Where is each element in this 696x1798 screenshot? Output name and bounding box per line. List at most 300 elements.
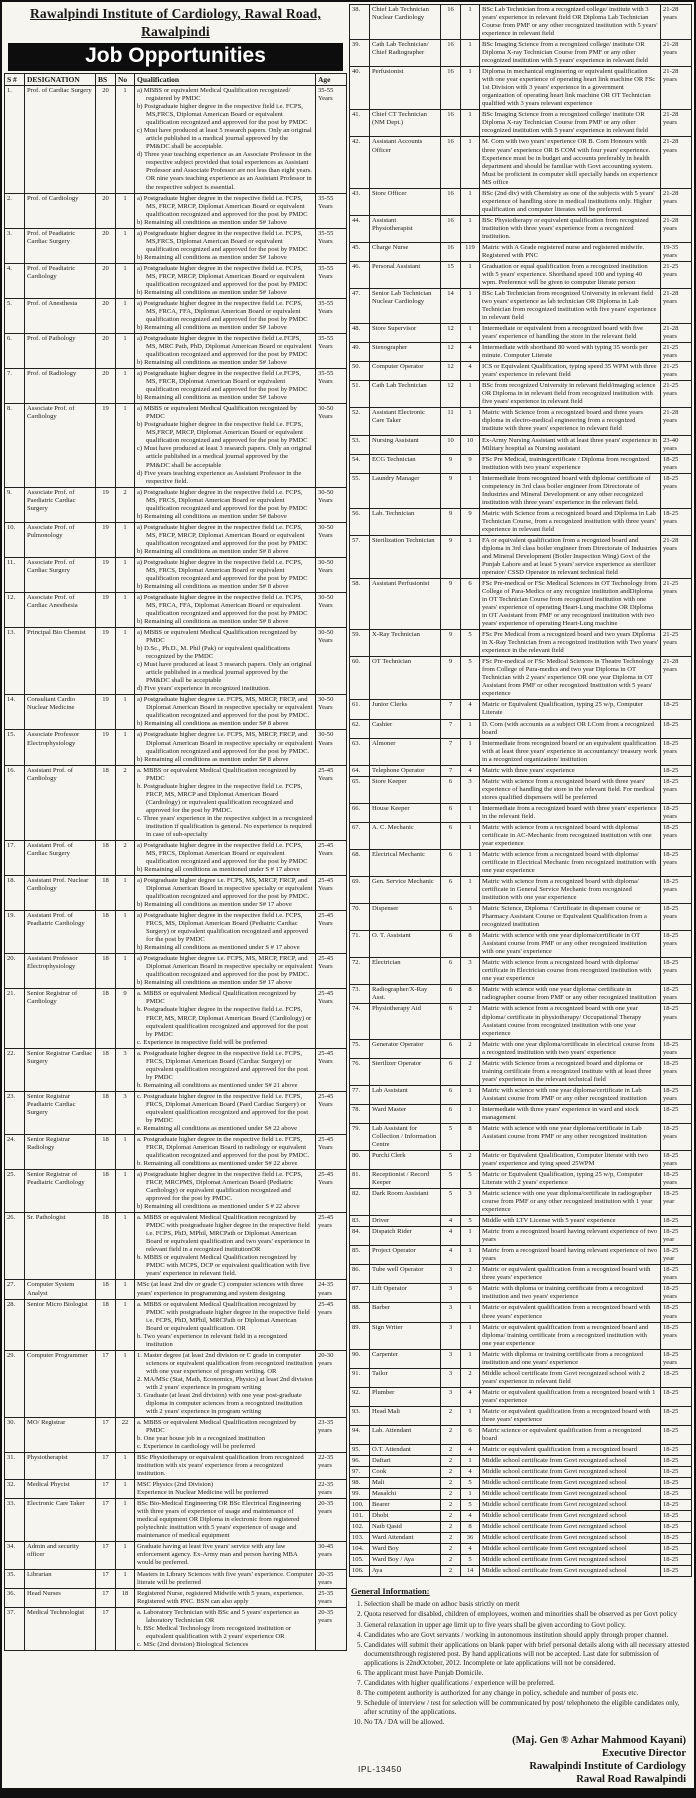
cell-serial: 49. [350, 343, 370, 362]
cell-age: 25-45 Years [316, 1170, 347, 1213]
table-row [350, 1478, 692, 1489]
table-row [350, 1555, 692, 1566]
cell-designation: Associate Prof. of Cardiac Surgery [25, 557, 96, 592]
cell-age: 21-25 years [661, 579, 692, 630]
cell-bs: 6 [441, 1004, 461, 1039]
cell-serial: 76. [350, 1058, 370, 1085]
cell-age: 22-35 years [316, 1453, 347, 1480]
table-row [5, 1280, 347, 1299]
cell-bs: 19 [96, 592, 116, 627]
cell-designation: Tailor [370, 1368, 441, 1387]
cell-qualification: MSc (at least 2nd div or grade C) computer sciences with three years' experience in programming and system designing [135, 1280, 316, 1299]
cell-qualification: FSc Pre Medical, trainingcertificate / Diploma from recognized institution with two years' experience [480, 454, 661, 473]
cell-qualification: Matric from a recognized board having relevant experience of two years [480, 1227, 661, 1246]
cell-designation: Assistant Perfusionist [370, 579, 441, 630]
table-row [350, 1425, 692, 1444]
cell-count: 4 [461, 362, 480, 381]
cell-qualification: Matric or Equivalent Qualification, typing 25 w/p, Computer Literate [480, 700, 661, 719]
cell-serial: 67. [350, 822, 370, 849]
cell-designation: Perfusionist [370, 67, 441, 110]
table-row [5, 1350, 347, 1417]
cell-bs: 6 [441, 877, 461, 904]
cell-age: 18-25 [661, 1467, 692, 1478]
cell-designation: Admin and security officer [25, 1542, 96, 1569]
cell-age: 18-25 [661, 1544, 692, 1555]
cell-qualification: Middle school certificate from Govt recognized school [480, 1489, 661, 1500]
cell-bs: 19 [96, 522, 116, 557]
cell-qualification: Middle school certificate from Govt recognized school [480, 1500, 661, 1511]
cell-serial: 73. [350, 985, 370, 1004]
cell-qualification: a) Postgraduate higher degree in the respective field i.e. FCPS, MS, FRCP, MRCP, Diplomat American Board or equivalent qualification recognized and approved for the post by PMDC b) Remaining all conditions as mention under S# 1above [135, 263, 316, 298]
table-row [350, 958, 692, 985]
cell-serial: 25. [5, 1170, 25, 1213]
cell-bs: 2 [441, 1489, 461, 1500]
cell-age: 30-45 years [316, 1542, 347, 1569]
table-row [5, 522, 347, 557]
cell-designation: Receptionist / Record Keeper [370, 1170, 441, 1189]
cell-count: 36 [461, 1533, 480, 1544]
cell-qualification: BSc Lab Technician from recognized University in relevant field two years' experience as lab technician OR Diploma in Lab Technician from recognized institution with five years' experience in relevant field [480, 289, 661, 324]
cell-bs: 19 [96, 404, 116, 487]
cell-qualification: Middle school certificate from Govt recognized school [480, 1544, 661, 1555]
cell-count: 1 [461, 1349, 480, 1368]
cell-age: 23-40 years [661, 435, 692, 454]
cell-age: 21-28 years [661, 324, 692, 343]
cell-qualification: a) Postgraduate higher degree in the respective field i.e. FCPS, MS, FRCS, Diplomat American Board or equivalent qualification recognized and approved for the post by PMDC b) Remaining all conditions as mention under S# 8 above [135, 557, 316, 592]
cell-serial: 79. [350, 1123, 370, 1150]
cell-count: 1 [461, 137, 480, 188]
job-opportunities-banner: Job Opportunities [8, 43, 343, 71]
cell-serial: 53. [350, 435, 370, 454]
cell-qualification: Matric or Equivalent Qualification, typing 25 w/p, Computer Literate with 2 years' experience [480, 1170, 661, 1189]
table-row [350, 1303, 692, 1322]
cell-qualification: Masters in Library Sciences with five years' experience. Computer literate will be preferred [135, 1569, 316, 1588]
cell-serial: 58. [350, 579, 370, 630]
cell-serial: 66. [350, 803, 370, 822]
cell-count: 1 [116, 1299, 135, 1350]
cell-age: 18-25 years [661, 931, 692, 958]
cell-designation: Lab Assistant for Collection / Information Centre [370, 1123, 441, 1150]
cell-count: 1 [461, 324, 480, 343]
cell-bs: 18 [96, 1213, 116, 1280]
cell-age: 18-25 years [661, 1284, 692, 1303]
cell-serial: 74. [350, 1004, 370, 1039]
cell-serial: 6. [5, 334, 25, 369]
cell-count: 14 [461, 1566, 480, 1577]
table-row [350, 849, 692, 876]
general-information-item: 2. Quota reserved for disabled, children of employees, women and minorities shall be observed as per Govt policy [364, 1610, 690, 1619]
cell-designation: Prof. of Radiology [25, 369, 96, 404]
cell-bs: 19 [96, 628, 116, 695]
cell-age: 18-25 years [661, 1349, 692, 1368]
cell-qualification: Intermediate from a recognized board with three years' experience in the relevant field. [480, 803, 661, 822]
table-row [350, 1349, 692, 1368]
cell-bs: 7 [441, 738, 461, 765]
cell-serial: 97. [350, 1467, 370, 1478]
cell-designation: Dispenser [370, 904, 441, 931]
table-row [5, 228, 347, 263]
cell-count: 6 [461, 1284, 480, 1303]
cell-count: 1 [116, 695, 135, 730]
cell-count: 1 [116, 298, 135, 333]
cell-age: 18-25 years [661, 1150, 692, 1169]
signature-line: (Maj. Gen ® Azhar Mahmood Kayani) [512, 1734, 686, 1746]
table-row [5, 695, 347, 730]
table-row [5, 1453, 347, 1480]
cell-serial: 23. [5, 1091, 25, 1134]
table-row [350, 1467, 692, 1478]
cell-age: 18-25 [661, 1387, 692, 1406]
cell-qualification: Graduate having at least five years' service with any law enforcement agency. Ex-Army man and person having MBA would be preferred. [135, 1542, 316, 1569]
table-row [5, 911, 347, 954]
cell-serial: 11. [5, 557, 25, 592]
cell-qualification: Matric with science from a recognized board with diploma/ certificate in AC-Mechanic from recognized institution with one year experience [480, 822, 661, 849]
cell-qualification: Matric with Science from a recognized board and diploma or training certificate from a recognized institute with at least three years' experience in the relevant technical field [480, 1058, 661, 1085]
cell-qualification: BSc Physiotherapy or equivalent qualification from recognized institution with six years' experience from a recognized institution. [135, 1453, 316, 1480]
cell-serial: 81. [350, 1170, 370, 1189]
cell-count: 9 [461, 454, 480, 473]
cell-count: 3 [116, 1091, 135, 1134]
cell-designation: Masalchi [370, 1489, 441, 1500]
table-row [5, 86, 347, 193]
table-row [350, 1058, 692, 1085]
cell-serial: 7. [5, 369, 25, 404]
table-row [5, 876, 347, 911]
cell-designation: Senior Registrar Cardiac Surgery [25, 1048, 96, 1091]
cell-bs: 3 [441, 1284, 461, 1303]
table-row [5, 487, 347, 522]
cell-count: 9 [461, 508, 480, 535]
cell-designation: Physiotherapy Aid [370, 1004, 441, 1039]
cell-count: 5 [461, 630, 480, 657]
table-row [350, 877, 692, 904]
cell-count: 1 [461, 5, 480, 40]
col-header-bs: BS [96, 74, 116, 86]
cell-qualification: Matric with A Grade registered nurse and registered midwife. Registered with PNC [480, 242, 661, 261]
cell-bs: 4 [441, 1216, 461, 1227]
cell-count: 1 [461, 261, 480, 288]
cell-serial: 96. [350, 1455, 370, 1466]
cell-age: 35-55 Years [316, 228, 347, 263]
cell-qualification: Middle school certificate from Govt recognized school [480, 1455, 661, 1466]
cell-qualification: Matric with science with one year diploma/certificate in OT Assistant course from PMF or any other recognized institution with one years' experience [480, 931, 661, 958]
cell-bs: 9 [441, 454, 461, 473]
cell-bs: 9 [441, 657, 461, 700]
cell-age: 18-25 [661, 1522, 692, 1533]
table-row [5, 1569, 347, 1588]
cell-age: 23-35 years [316, 1417, 347, 1452]
cell-designation: Prof. of Pathology [25, 334, 96, 369]
table-row [350, 1566, 692, 1577]
cell-count: 1 [461, 473, 480, 508]
cell-qualification: a. Postgraduate higher degree in the respective field i.e. FCPS, FRCR, Diplomat American Board in radiology or equivalent qualification recognized and approved for the post by PMDC. b. Remaining all conditions as mentioned under S# 22 above [135, 1134, 316, 1169]
cell-qualification: Middle school certificate from Govt recognized school [480, 1467, 661, 1478]
cell-bs: 17 [96, 1499, 116, 1542]
cell-designation: Physiotherapist [25, 1453, 96, 1480]
cell-bs: 6 [441, 822, 461, 849]
cell-designation: Assistant Prof. of Cardiac Surgery [25, 840, 96, 875]
cell-designation: Electronic Care Taker [25, 1499, 96, 1542]
cell-bs: 3 [441, 1265, 461, 1284]
cell-designation: Chief CT Technician (NM Dept.) [370, 110, 441, 137]
cell-designation: O.T. Attendant [370, 1444, 441, 1455]
cell-age: 25-45 Years [316, 954, 347, 989]
cell-serial: 64. [350, 765, 370, 776]
two-column-layout [2, 2, 694, 1788]
col-header-qualification: Qualification [135, 74, 316, 86]
cell-designation: Almoner [370, 738, 441, 765]
cell-age: 21-28 years [661, 289, 692, 324]
table-row [350, 1246, 692, 1265]
cell-bs: 2 [441, 1544, 461, 1555]
cell-bs: 16 [441, 40, 461, 67]
general-information-item: 5. Candidates will submit their applications on blank paper with brief personal details along with all necessary attested documentsthrough registered post. By hand applications will not be accepted. Last date for submission of applications is 22ndOctober, 2012. Incomplete or late applications will not be considered. [364, 1641, 690, 1668]
cell-qualification: D. Com (with accounts as a subject OR I.Com from a recognized board [480, 719, 661, 738]
cell-serial: 36. [5, 1588, 25, 1607]
cell-bs: 6 [441, 1085, 461, 1104]
cell-count: 5 [461, 1216, 480, 1227]
cell-designation: Associate Prof. of Cardiology [25, 404, 96, 487]
cell-serial: 22. [5, 1048, 25, 1091]
cell-count: 8 [461, 1123, 480, 1150]
cell-qualification: a. MBBS or equivalent Medical Qualification recognized by PMDC with postgraduate higher degree in the respective field i.e. FCPS, PhD, MPhil, MRCPath or Diplomat American Board or equivalent qualification and two years' experience in relevant field in a recognized institutionOR b. MBBS or equivalent Medical Qualification recognized by PMDC with MCPS, DCP or equivalent qualification with five years' experience in relevant field. [135, 1213, 316, 1280]
cell-age: 18-25 years [661, 985, 692, 1004]
cell-age: 18-25 years [661, 508, 692, 535]
cell-bs: 20 [96, 86, 116, 193]
cell-serial: 103. [350, 1533, 370, 1544]
cell-count: 1 [461, 803, 480, 822]
cell-serial: 52. [350, 408, 370, 435]
table-row [350, 1150, 692, 1169]
cell-bs: 2 [441, 1555, 461, 1566]
cell-count: 1 [461, 1104, 480, 1123]
cell-age: 25-45 Years [316, 911, 347, 954]
cell-designation: Purchi Clerk [370, 1150, 441, 1169]
table-row [5, 1048, 347, 1091]
cell-count: 1 [116, 1569, 135, 1588]
cell-bs: 2 [441, 1522, 461, 1533]
cell-serial: 105. [350, 1555, 370, 1566]
cell-age: 25-45 Years [316, 989, 347, 1048]
cell-age: 18-25 years [661, 803, 692, 822]
table-row [350, 67, 692, 110]
table-row [350, 931, 692, 958]
cell-age: 20-35 years [316, 1499, 347, 1542]
cell-age: 18-25 years [661, 1265, 692, 1284]
cell-designation: Assistant Prof. of Cardiology [25, 765, 96, 840]
cell-serial: 24. [5, 1134, 25, 1169]
cell-serial: 47. [350, 289, 370, 324]
cell-serial: 77. [350, 1085, 370, 1104]
cell-designation: Principal Bio Chemist [25, 628, 96, 695]
cell-bs: 7 [441, 719, 461, 738]
cell-count: 1 [461, 1246, 480, 1265]
cell-count: 1 [116, 1480, 135, 1499]
cell-age: 18-25 years [661, 1058, 692, 1085]
table-row [5, 1480, 347, 1499]
cell-qualification: a) Postgraduate higher degree in the respective field i.e. FCPS, MS,FRCS, Diplomat American Board or equivalent qualification recognized and approved for the post by PMDC b) Remaining all conditions as mention under S# 1above [135, 228, 316, 263]
cell-designation: Head Mali [370, 1406, 441, 1425]
cell-count: 6 [461, 1425, 480, 1444]
cell-count: 8 [461, 985, 480, 1004]
advert-reference-number: IPL-13450 [358, 1764, 402, 1775]
cell-serial: 55. [350, 473, 370, 508]
cell-serial: 46. [350, 261, 370, 288]
cell-qualification: Matric with science with one year diploma/certificate in Lab Assistant course from PMF or any other recognized institution [480, 1123, 661, 1150]
cell-qualification: Matric with science from a recognized board with three years' experience of handling the store in the relevant field. For medical stores qualified dispensers will be preferred [480, 776, 661, 803]
cell-designation: Cath Lab Technician/ Chief Radiographer [370, 40, 441, 67]
cell-count: 8 [461, 1522, 480, 1533]
cell-qualification: Middle school certificate from Govt recognized school [480, 1522, 661, 1533]
cell-serial: 93. [350, 1406, 370, 1425]
cell-qualification: a) Postgraduate higher degree in the respective field i.e. FCPS, MS, FRCP, MRCP, Diplomat American Board or equivalent qualification recognized and approved for the post by PMDC b) Remaining all conditions as mention under S# 8 above [135, 522, 316, 557]
cell-count: 9 [116, 989, 135, 1048]
cell-serial: 16. [5, 765, 25, 840]
page-title: Rawalpindi Institute of Cardiology, Rawal Road, Rawalpindi [29, 6, 322, 39]
cell-designation: Aya [370, 1566, 441, 1577]
cell-designation: Personal Assistant [370, 261, 441, 288]
cell-count: 1 [116, 1280, 135, 1299]
cell-age: 18-25 year [661, 1189, 692, 1216]
cell-age: 18-25 years [661, 776, 692, 803]
table-row [350, 700, 692, 719]
cell-age: 25-45 Years [316, 1048, 347, 1091]
cell-serial: 70. [350, 904, 370, 931]
cell-designation: Daftari [370, 1455, 441, 1466]
table-row [5, 628, 347, 695]
cell-serial: 99. [350, 1489, 370, 1500]
table-row [5, 557, 347, 592]
cell-count: 1 [116, 628, 135, 695]
cell-count: 4 [461, 1387, 480, 1406]
table-row [350, 1544, 692, 1555]
cell-serial: 28. [5, 1299, 25, 1350]
cell-age: 30-50 Years [316, 487, 347, 522]
cell-designation: Laundry Manager [370, 473, 441, 508]
cell-serial: 87. [350, 1284, 370, 1303]
cell-bs: 3 [441, 1303, 461, 1322]
cell-qualification: Matric with science from a recognized board with diploma/ certificate in Electrician course from recognized institution with one year experience [480, 958, 661, 985]
table-row [5, 840, 347, 875]
cell-serial: 86. [350, 1265, 370, 1284]
cell-age: 21-28 years [661, 657, 692, 700]
cell-serial: 54. [350, 454, 370, 473]
cell-count: 119 [461, 242, 480, 261]
cell-count: 1 [461, 1455, 480, 1466]
table-row [5, 730, 347, 765]
cell-bs: 4 [441, 1227, 461, 1246]
cell-qualification: a) Postgraduate higher degree in the respective field i.e.FCPS, MS, FRCR, Diplomat American Board or equivalent qualification recognized and approved for the post by PMDC b) Remaining all conditions as mention under S# 1above [135, 369, 316, 404]
table-row [350, 289, 692, 324]
cell-serial: 51. [350, 381, 370, 408]
cell-age: 25-45 Years [316, 1091, 347, 1134]
cell-serial: 63. [350, 738, 370, 765]
cell-age: 18-25 years [661, 1322, 692, 1349]
cell-qualification: a) MBBS or equivalent Medical Qualification recognized by PMDC b) Postgraduate higher degree in the respective field i.e. FCPS, MS,FRCP, MRCP, Diplomat American Board or equivalent qualification recognized and approved for the post by PMDC c) Must have produced at least 3 research papers. Only an original article published in a medical journal approved by the PM&DC shall be acceptable d) Five years teaching experience as Assistant Professor in the respective field. [135, 404, 316, 487]
cell-qualification: FSc Pre-medical or FSc Medical Sciences in Theatre Technology from College of Para-medics and two year Diploma in OT Technician with 2 years' experience OR one year Diploma in OT Assistant from PMF or other recognized Institution with 5 years' experience [480, 657, 661, 700]
cell-qualification: a) Postgraduate higher degree in the respective field i.e. FCPS, MS, FRCA, FFA, Diplomat American Board or equivalent qualification recognized and approved for the post by PMDC b) Remaining all conditions as mention under S# 8 above [135, 592, 316, 627]
table-row [350, 473, 692, 508]
cell-bs: 19 [96, 557, 116, 592]
cell-count: 1 [461, 289, 480, 324]
cell-serial: 57. [350, 535, 370, 578]
cell-bs: 2 [441, 1478, 461, 1489]
table-row [350, 454, 692, 473]
cell-designation: O. T. Assistant [370, 931, 441, 958]
table-row [350, 822, 692, 849]
cell-bs: 2 [441, 1566, 461, 1577]
cell-age: 21-28 years [661, 110, 692, 137]
cell-count: 1 [461, 822, 480, 849]
cell-serial: 89. [350, 1322, 370, 1349]
cell-designation: Senior Registrar Radiology [25, 1134, 96, 1169]
table-row [350, 1265, 692, 1284]
table-row [350, 1533, 692, 1544]
cell-age: 18-25 [661, 1533, 692, 1544]
cell-qualification: Matric science or equivalent qualification from a recognized board [480, 1425, 661, 1444]
cell-count: 1 [461, 849, 480, 876]
cell-count: 1 [116, 334, 135, 369]
cell-qualification: Intermediate from recognized board with diploma/ certificate of competency in 3rd class boiler engineer from Directorate of Industries and Mineral Development or any other recognized institution with three years' experience in the relevant field. [480, 473, 661, 508]
cell-designation: Prof. of Cardiac Surgery [25, 86, 96, 193]
cell-bs: 5 [441, 1189, 461, 1216]
cell-age: 18-25 [661, 765, 692, 776]
cell-age: 35-55 Years [316, 334, 347, 369]
cell-qualification: Intermediate from recognized board or an equivalent qualification with at least three years' experience in accountancy/ treasury work in a recognized organization/ institution [480, 738, 661, 765]
cell-designation: Telephone Operator [370, 765, 441, 776]
cell-designation: Cashier [370, 719, 441, 738]
cell-serial: 37. [5, 1607, 25, 1650]
cell-age: 18-25 years [661, 473, 692, 508]
cell-count: 1 [116, 228, 135, 263]
cell-count: 1 [116, 369, 135, 404]
cell-serial: 60. [350, 657, 370, 700]
cell-age: 18-25 years [661, 1085, 692, 1104]
cell-qualification: a) Postgraduate higher degree i.e. FCPS, MS, MRCP, FRCP, and Diplomat American Board in respective specialty or equivalent qualification recognized and approved for the post by PMDC. b) Remaining all conditions as mention under S# 8 above [135, 695, 316, 730]
general-information-item: 7. Candidates with higher qualifications / experience will be preferred. [364, 1679, 690, 1688]
cell-age: 18-25 [661, 1500, 692, 1511]
cell-age: 18-25 years [661, 1170, 692, 1189]
cell-bs: 6 [441, 958, 461, 985]
cell-serial: 56. [350, 508, 370, 535]
table-row [350, 1322, 692, 1349]
cell-count: 1 [116, 1350, 135, 1417]
cell-count: 1 [461, 1303, 480, 1322]
cell-qualification: a. MBBS or equivalent Medical Qualification recognized by PMDC b. One year house job in a recognized institution c. Experience in cardiology will be preferred [135, 1417, 316, 1452]
cell-bs: 2 [441, 1511, 461, 1522]
table-row [5, 334, 347, 369]
table-row [350, 362, 692, 381]
cell-age: 18-25 year [661, 1246, 692, 1265]
table-row [350, 435, 692, 454]
cell-qualification: a) Postgraduate higher degree in the respective field i.e. FCPS, FRCS, MS, Diplomat American Board (Pediatric Cardiac Surgery) or equivalent qualification recognized and approved for the post by PMDC b) Remaining all conditions as mentioned under S # 17 above [135, 911, 316, 954]
cell-designation: A. C. Mechanic [370, 822, 441, 849]
cell-serial: 21. [5, 989, 25, 1048]
cell-age: 19-35 years [661, 242, 692, 261]
table-row [5, 765, 347, 840]
cell-qualification: MSC Physics (2nd Division) Experience in Nuclear Medicine will be preferred [135, 1480, 316, 1499]
cell-qualification: Matric with Science from a recognized board and three years diploma in electro-medical engineering from a recognized institute with three years' experience in relevant field [480, 408, 661, 435]
cell-age: 21-28 years [661, 408, 692, 435]
cell-count: 1 [461, 738, 480, 765]
table-row [350, 508, 692, 535]
cell-qualification: Matric with science from a recognized board with diploma/ certificate in General Service Mechanic from recognized institution with one year experience [480, 877, 661, 904]
table-row [350, 188, 692, 215]
cell-bs: 18 [96, 1134, 116, 1169]
cell-bs: 3 [441, 1368, 461, 1387]
cell-designation: Sr. Pathologist [25, 1213, 96, 1280]
cell-designation: Computer Programmer [25, 1350, 96, 1417]
